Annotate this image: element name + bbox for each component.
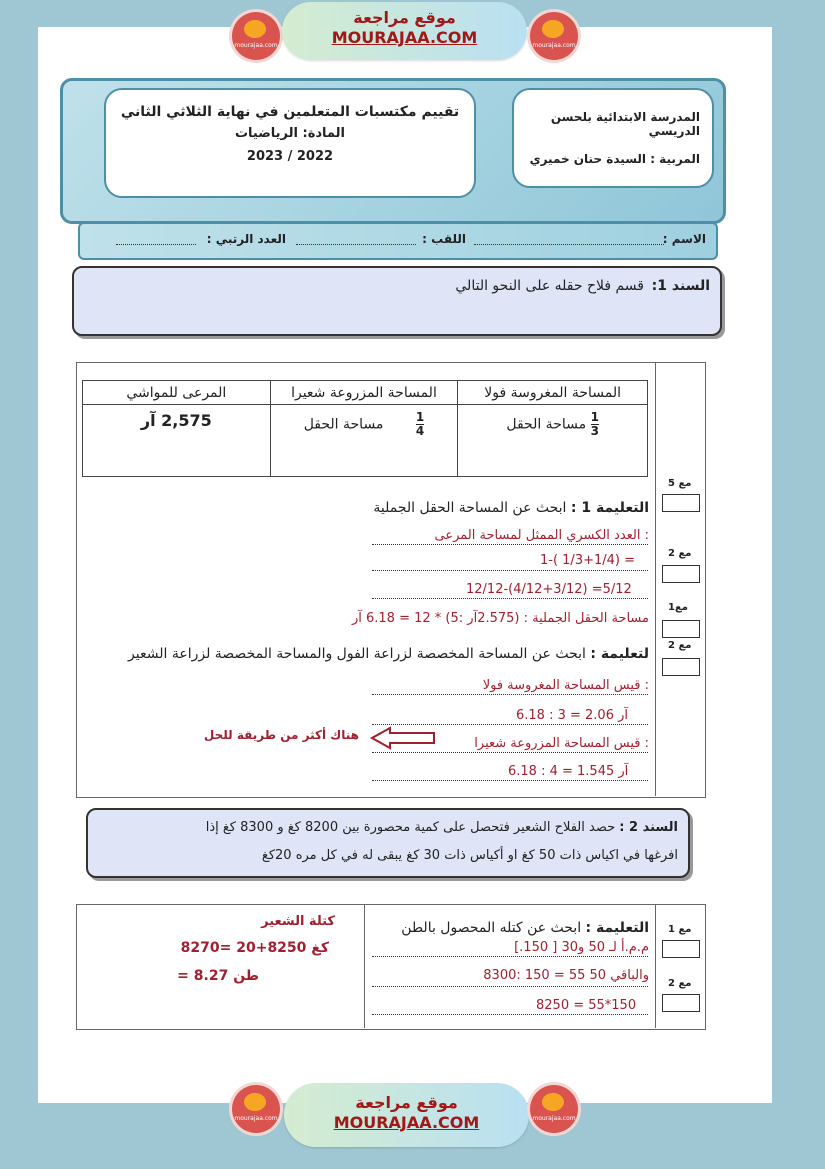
- answer-11-text: 8250 = 55*150: [536, 998, 637, 1013]
- school-name: المدرسة الابتدائية بلحسن الدريسي: [550, 110, 700, 138]
- answer-line-3[interactable]: [372, 598, 648, 599]
- teacher-name: المربية : السيدة حنان خميري: [529, 152, 700, 166]
- mark-label-6: مع 2: [668, 978, 692, 989]
- banner-site-link[interactable]: MOURAJAA.COM: [331, 28, 478, 47]
- sanad-1-box: [72, 266, 722, 336]
- banner-arabic-title: موقع مراجعة: [353, 8, 456, 27]
- student-info-strip: [78, 222, 718, 260]
- answer-line-6[interactable]: [372, 724, 648, 725]
- answer-line-7[interactable]: [372, 752, 648, 753]
- banner-bottom-site-link[interactable]: MOURAJAA.COM: [333, 1113, 480, 1132]
- table-cell-barley: $\frac{1}{4}$ مساحة الحقل: [270, 405, 458, 477]
- mark-box-3[interactable]: [662, 620, 700, 638]
- mark-box-2[interactable]: [662, 565, 700, 583]
- mark-box-5[interactable]: [662, 940, 700, 958]
- barley-mass-kg: 8270= 20+8250 كغ: [180, 940, 329, 956]
- mark-label-1: مع 5: [668, 478, 692, 489]
- mark-box-1[interactable]: [662, 494, 700, 512]
- sanad-2-line-1: السند 2 : حصد الفلاح الشعير فتحصل على كمية محصورة بين 8200 كغ و 8300 كغ إذا: [205, 820, 678, 835]
- answer-line-2[interactable]: [372, 570, 648, 571]
- mark-label-2: مع 2: [668, 548, 692, 559]
- site-logo-left-top[interactable]: mourajaa.com: [232, 12, 280, 60]
- sanad-2-line-2: افرغها في اكياس ذات 50 كغ او أكياس ذات 30 كغ يبقى له في كل مره 20كغ: [261, 848, 678, 863]
- marks-divider: [655, 362, 656, 796]
- sanad-2-box: [86, 808, 690, 878]
- fraction-one-third: $\frac{1}{3}$: [590, 410, 599, 438]
- answer-10-text: 8300: 150 = 55 والباقي 50: [483, 968, 649, 983]
- site-logo-left-bottom[interactable]: mourajaa.com: [232, 1085, 280, 1133]
- banner-bottom-arabic-title: موقع مراجعة: [355, 1093, 458, 1112]
- multiple-methods-note: هناك أكثر من طريقة للحل: [203, 728, 359, 742]
- name-label: الاسم :: [662, 232, 706, 246]
- number-label: العدد الرتبي :: [206, 232, 286, 246]
- table-header-barley: المساحة المزروعة شعيرا: [270, 381, 458, 405]
- barley-mass-ton: = 8.27 طن: [177, 968, 259, 984]
- mark-label-4: مع 2: [668, 640, 692, 651]
- answer-line-5[interactable]: [372, 694, 648, 695]
- name-field[interactable]: [474, 244, 664, 245]
- exam-subject: المادة: الرياضيات: [234, 126, 345, 141]
- answer-line-9[interactable]: [372, 956, 648, 957]
- site-logo-right-bottom[interactable]: mourajaa.com: [530, 1085, 578, 1133]
- exam-title: تقييم مكتسبات المتعلمين في نهاية الثلاثي الثاني: [120, 104, 460, 120]
- site-banner-bottom[interactable]: [284, 1083, 529, 1147]
- surname-field[interactable]: [296, 244, 416, 245]
- side-divider: [364, 904, 365, 1028]
- mark-label-5: مع 1: [668, 924, 692, 935]
- number-field[interactable]: [116, 244, 196, 245]
- title-box: [104, 88, 476, 198]
- field-table: [82, 380, 648, 477]
- marks-divider-2: [655, 904, 656, 1028]
- answer-line-10[interactable]: [372, 986, 648, 987]
- answer-9-text: م.م.أ لـ 50 و30 [ 150.]: [514, 940, 649, 955]
- answer-4-text: مساحة الحقل الجملية : (2.575آر :5) * 12 = 6.18 آر: [351, 611, 649, 626]
- table-header-beans: المساحة المغروسة فولا: [458, 381, 648, 405]
- answer-3-text: 12/12-(4/12+3/12) =5/12: [466, 582, 632, 597]
- task-3-instruction: التعليمة : ابحث عن كتله المحصول بالطن: [401, 920, 649, 936]
- mark-box-6[interactable]: [662, 994, 700, 1012]
- answer-5-text: قيس المساحة المغروسة فولا :: [482, 678, 649, 693]
- mark-label-3: مع1: [668, 602, 688, 613]
- mark-box-4[interactable]: [662, 658, 700, 676]
- exam-year: 2023 / 2022: [246, 149, 334, 164]
- sanad-1-text: قسم فلاح حقله على النحو التالي: [455, 278, 644, 294]
- school-box: [512, 88, 714, 188]
- task-1-instruction: التعليمة 1 : ابحث عن المساحة الحقل الجملية: [373, 500, 649, 516]
- site-banner-top[interactable]: [282, 2, 527, 60]
- answer-6-text: 6.18 : 3 = 2.06 آر: [516, 708, 628, 723]
- barley-mass-title: كتلة الشعير: [261, 914, 335, 929]
- answer-line-1[interactable]: [372, 544, 648, 545]
- table-cell-beans: $\frac{1}{3}$ مساحة الحقل: [458, 405, 648, 477]
- sanad-1-label: السند 1:: [651, 278, 710, 294]
- table-cell-pasture: 2,575 آر: [83, 405, 271, 477]
- answer-line-8[interactable]: [372, 780, 648, 781]
- table-header-pasture: المرعى للمواشي: [83, 381, 271, 405]
- answer-2-text: 1-( 1/3+1/4) =: [540, 553, 635, 568]
- task-2-instruction: لتعليمة : ابحث عن المساحة المخصصة لزراعة الفول والمساحة المخصصة لزراعة الشعير: [128, 646, 649, 662]
- answer-line-11[interactable]: [372, 1014, 648, 1015]
- answer-7-text: قيس المساحة المزروعة شعيرا :: [474, 736, 649, 751]
- answer-1-text: العدد الكسري الممثل لمساحة المرعى :: [434, 528, 649, 543]
- answer-8-text: 6.18 : 4 = 1.545 آر: [508, 764, 629, 779]
- arrow-left-icon: [370, 726, 438, 750]
- site-logo-right-top[interactable]: mourajaa.com: [530, 12, 578, 60]
- fraction-one-quarter: $\frac{1}{4}$: [415, 410, 425, 438]
- surname-label: اللقب :: [422, 232, 466, 246]
